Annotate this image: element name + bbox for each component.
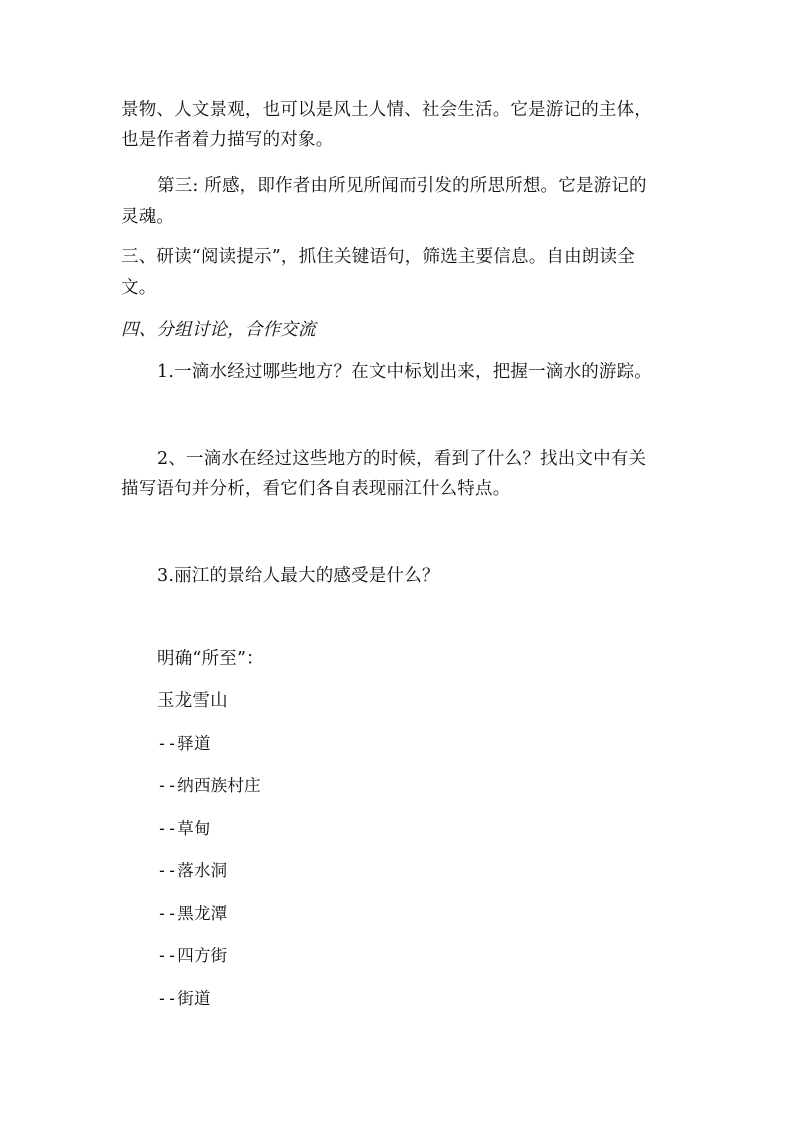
question-3: 3.丽江的景给人最大的感受是什么？ (157, 566, 440, 586)
paragraph-1-line-2: 也是作者着力描写的对象。 (121, 130, 334, 150)
paragraph-3-line-2: 文。 (121, 278, 157, 298)
route-item: --草甸 (157, 819, 211, 838)
route-item: --街道 (157, 989, 211, 1008)
route-item: --驿道 (157, 734, 211, 753)
question-2-line-2: 描写语句并分析，看它们各自表现丽江什么特点。 (121, 479, 511, 499)
section-heading-4: 四、分组讨论，合作交流 (121, 320, 316, 340)
answer-label: 明确“所至”： (157, 649, 264, 669)
route-item: --四方街 (157, 946, 228, 965)
route-item: --纳西族村庄 (157, 776, 261, 795)
route-item: --黑龙潭 (157, 904, 228, 923)
paragraph-1-line-1: 景物、人文景观，也可以是风土人情、社会生活。它是游记的主体， (121, 100, 652, 120)
route-item: --落水洞 (157, 861, 228, 880)
question-2-line-1: 2、一滴水在经过这些地方的时候，看到了什么？找出文中有关 (157, 449, 647, 469)
paragraph-2-line-1: 第三: 所感，即作者由所见所闻而引发的所思所想。它是游记的 (157, 176, 647, 196)
paragraph-3-line-1: 三、研读“阅读提示”，抓住关键语句，筛选主要信息。自由朗读全 (121, 247, 635, 267)
question-1: 1.一滴水经过哪些地方？在文中标划出来，把握一滴水的游踪。 (157, 362, 652, 382)
route-item: 玉龙雪山 (157, 691, 228, 711)
paragraph-2-line-2: 灵魂。 (121, 207, 175, 227)
